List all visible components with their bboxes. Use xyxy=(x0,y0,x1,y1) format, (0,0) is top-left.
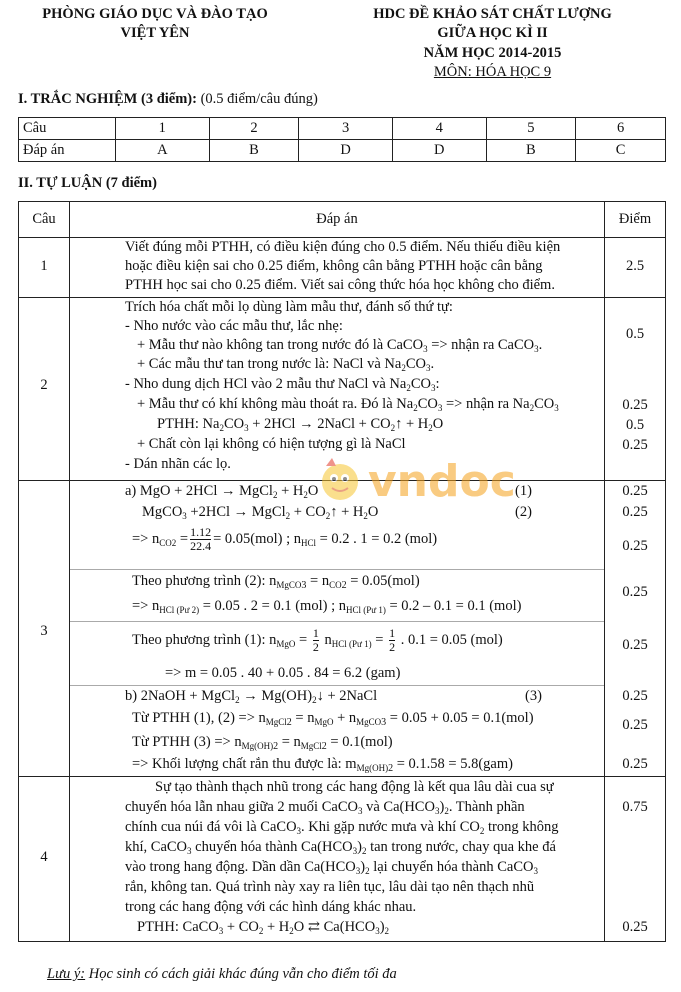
points: 0.25 xyxy=(622,538,648,554)
mc-row-label: Câu xyxy=(19,118,116,140)
header-dapan: Đáp án xyxy=(70,202,605,238)
department-name: PHÒNG GIÁO DỤC VÀ ĐÀO TẠO xyxy=(42,6,268,22)
mascot-icon xyxy=(322,458,358,500)
reaction-equation: PTHH: $Na_2CO_3 + 2HCl$ → 2NaCl + $CO_2↑ + H_2O$ xyxy=(157,416,444,433)
district-name: VIỆT YÊN xyxy=(120,25,190,41)
mc-answer-row xyxy=(19,140,666,162)
calculation-line: => $n_{HCl (Pư 2)} = 0.05$ . 2 = 0.1 (mol) ; $n_{HCl (Pư 1)} = 0.2 - 0.1 = 0.1$ (mol) xyxy=(132,598,522,615)
watermark-text: vndoc xyxy=(368,456,516,507)
fraction: $\frac{1}{2}$ xyxy=(389,626,396,654)
answer-line: Trích hóa chất mỗi lọ dùng làm mẫu thư, đánh số thứ tự: xyxy=(125,299,453,315)
reaction-equation: MgCO$_3$ +2HCl → MgCl$_2$ + $CO_2↑ + H_2O$ xyxy=(142,504,379,521)
points: 0.25 xyxy=(622,919,648,935)
header-diem: Điểm xyxy=(605,202,666,238)
divider xyxy=(70,621,604,622)
doc-title: HDC ĐỀ KHẢO SÁT CHẤT LƯỢNG xyxy=(373,6,612,22)
header-cau: Câu xyxy=(19,202,70,238)
answer-line: Sự tạo thành thạch nhũ trong các hang động là kết qua lâu dài cua sự xyxy=(155,779,554,795)
multiple-choice-table xyxy=(18,117,666,162)
points: 0.25 xyxy=(622,717,648,733)
essay-header-row xyxy=(19,202,666,238)
points: 0.25 xyxy=(622,483,648,499)
footer-note xyxy=(47,966,397,983)
doc-subject: MÔN: HÓA HỌC 9 xyxy=(433,64,552,80)
calculation-line: Theo phương trình (2): $n_{MgCO3} = n_{CO2} = 0.05(mol)$ xyxy=(132,573,420,591)
calculation-line: Theo phương trình (1): $n_{MgO}$ = $\frac{1}{2}$ $n_{HCl (Pư 1)}$ = $\frac{1}{2}$ . 0.1 = 0.05 (mol) xyxy=(132,626,503,654)
mc-question: 2 xyxy=(209,118,299,140)
essay-answer-table xyxy=(18,201,666,942)
answer-line: hoặc điều kiện sai cho 0.25 điểm, không cân bằng PTHH hoặc cân bằng xyxy=(125,258,543,274)
essay-row-1 xyxy=(19,238,666,298)
section-2-heading xyxy=(18,175,157,192)
points: 0.5 xyxy=(625,417,645,433)
section-1-note: (0.5 điểm/câu đúng) xyxy=(200,91,318,107)
note-label: Lưu ý: xyxy=(47,966,86,982)
mc-question: 1 xyxy=(116,118,210,140)
points: 0.25 xyxy=(622,637,648,653)
question-number: 2 xyxy=(40,377,48,393)
mc-question: 4 xyxy=(392,118,486,140)
mc-question: 3 xyxy=(299,118,393,140)
answer-line: - Nho dung dịch HCl vào 2 mẫu thư NaCl và $Na_2CO_3$: xyxy=(125,376,440,393)
essay-row-3 xyxy=(19,481,666,777)
question-number: 1 xyxy=(40,258,48,274)
points: 0.5 xyxy=(625,326,645,342)
answer-line: - Dán nhãn các lọ. xyxy=(125,456,231,472)
answer-line: + Mẫu thư có khí không màu thoát ra. Đó là $Na_2CO_3$ => nhận ra $Na_2CO_3$ xyxy=(137,396,559,413)
section-1-heading xyxy=(18,91,318,108)
answer-line: rắn, không tan. Quá trình này xay ra liên tục, lâu dài tạo nên thạch nhũ xyxy=(125,879,535,895)
points: 0.25 xyxy=(622,756,648,772)
calculation-line: Từ PTHH (1), $(2) => n_{MgCl2} = n_{MgO} + n_{MgCO3} = 0.05 + 0.05 = 0.1(mol)$ xyxy=(132,710,534,728)
points: 0.25 xyxy=(622,504,648,520)
answer-line: khí, CaCO$_3$ chuyển hóa thành $Ca(HCO_3)_2$ tan trong nước, chay qua khe đá xyxy=(125,839,556,856)
doc-year: NĂM HỌC 2014-2015 xyxy=(423,45,562,61)
answer-line: chuyển hóa lẫn nhau giữa 2 muối CaCO$_3$ và $Ca(HCO_3)_2$. Thành phần xyxy=(125,799,525,816)
points: 0.25 xyxy=(622,437,648,453)
mc-question-row xyxy=(19,118,666,140)
divider xyxy=(70,569,604,570)
reaction-equation: PTHH: CaCO$_3$ + $CO_2 + H_2O$ ⇄ $Ca(HCO_3)_2$ xyxy=(137,919,390,936)
mc-answer: D xyxy=(299,140,393,162)
divider xyxy=(70,685,604,686)
answer-line: PTHH học sai cho 0.25 điểm. Viết sai công thức hóa học không cho điểm. xyxy=(125,277,555,293)
points: 0.75 xyxy=(622,799,648,815)
reaction-equation: a) MgO + 2HCl → MgCl$_2$ + $H_2O$ xyxy=(125,483,319,500)
mc-row-label: Đáp án xyxy=(19,140,116,162)
mc-question: 6 xyxy=(576,118,666,140)
answer-cell xyxy=(70,777,605,942)
answer-line: + Chất còn lại không có hiện tượng gì là NaCl xyxy=(137,436,406,452)
answer-line: + Các mẫu thư tan trong nước là: NaCl và $Na_2CO_3$. xyxy=(137,356,435,373)
essay-row-4 xyxy=(19,777,666,942)
question-number: 4 xyxy=(40,849,48,865)
answer-line: + Mẫu thư nào không tan trong nước đó là CaCO$_3$ => nhận ra CaCO$_3$. xyxy=(137,337,543,354)
points: 0.25 xyxy=(622,584,648,600)
note-text: Học sinh có cách giải khác đúng vẫn cho điểm tối đa xyxy=(85,966,397,982)
section-2-title: II. TỰ LUẬN (7 điểm) xyxy=(18,175,157,191)
equation-number: (2) xyxy=(515,504,532,520)
points: 0.25 xyxy=(622,397,648,413)
section-1-title: I. TRẮC NGHIỆM (3 điểm): xyxy=(18,91,197,107)
equation-number: (1) xyxy=(515,483,532,499)
answer-line: Viết đúng mỗi PTHH, có điều kiện đúng cho 0.5 điểm. Nếu thiếu điều kiện xyxy=(125,239,561,255)
points: 2.5 xyxy=(625,258,645,274)
fraction: $\frac{1}{2}$ xyxy=(312,626,319,654)
calculation-line: => m = 0.05 . 40 + 0.05 . 84 = 6.2 (gam) xyxy=(165,665,401,681)
question-number: 3 xyxy=(40,623,48,639)
mc-answer: D xyxy=(392,140,486,162)
vndoc-watermark-logo xyxy=(312,452,527,508)
calculation-line: Từ PTHH $(3) => n_{Mg(OH)2} = n_{MgCl2} = 0.1(mol)$ xyxy=(132,734,393,752)
answer-line: - Nho nước vào các mẫu thư, lắc nhẹ: xyxy=(125,318,343,334)
mc-answer: C xyxy=(576,140,666,162)
calculation-line: => $n_{CO2}$ = $\frac{1.12}{22.4}$ = 0.05(mol) ; $n_{HCl} = 0.2$ . 1 = 0.2 (mol) xyxy=(132,525,438,553)
calculation-line: => Khối lượng chất rắn thu được là: $m_{Mg(OH)2} = 0.1.58 = 5.8(gam)$ xyxy=(132,756,513,774)
fraction: $\frac{1.12}{22.4}$ xyxy=(190,525,212,553)
mc-answer: B xyxy=(209,140,299,162)
reaction-equation: b) 2NaOH + MgCl$_2$ → $Mg(OH)_2↓$ + 2NaCl xyxy=(125,688,378,705)
answer-cell xyxy=(70,238,605,298)
mc-answer: A xyxy=(116,140,210,162)
mc-question: 5 xyxy=(486,118,576,140)
doc-term: GIỮA HỌC KÌ II xyxy=(437,25,548,41)
answer-cell xyxy=(70,481,605,777)
answer-line: vào trong hang động. Dần dần $Ca(HCO_3)_2$ lại chuyển hóa thành CaCO$_3$ xyxy=(125,859,538,876)
answer-line: chính cua núi đá vôi là CaCO$_3$. Khi gặp nước mưa và khí $CO_2$ trong không xyxy=(125,819,559,836)
mc-answer: B xyxy=(486,140,576,162)
points: 0.25 xyxy=(622,688,648,704)
answer-line: trong các hang động với các hình dáng khác nhau. xyxy=(125,899,417,915)
equation-number: (3) xyxy=(525,688,542,704)
